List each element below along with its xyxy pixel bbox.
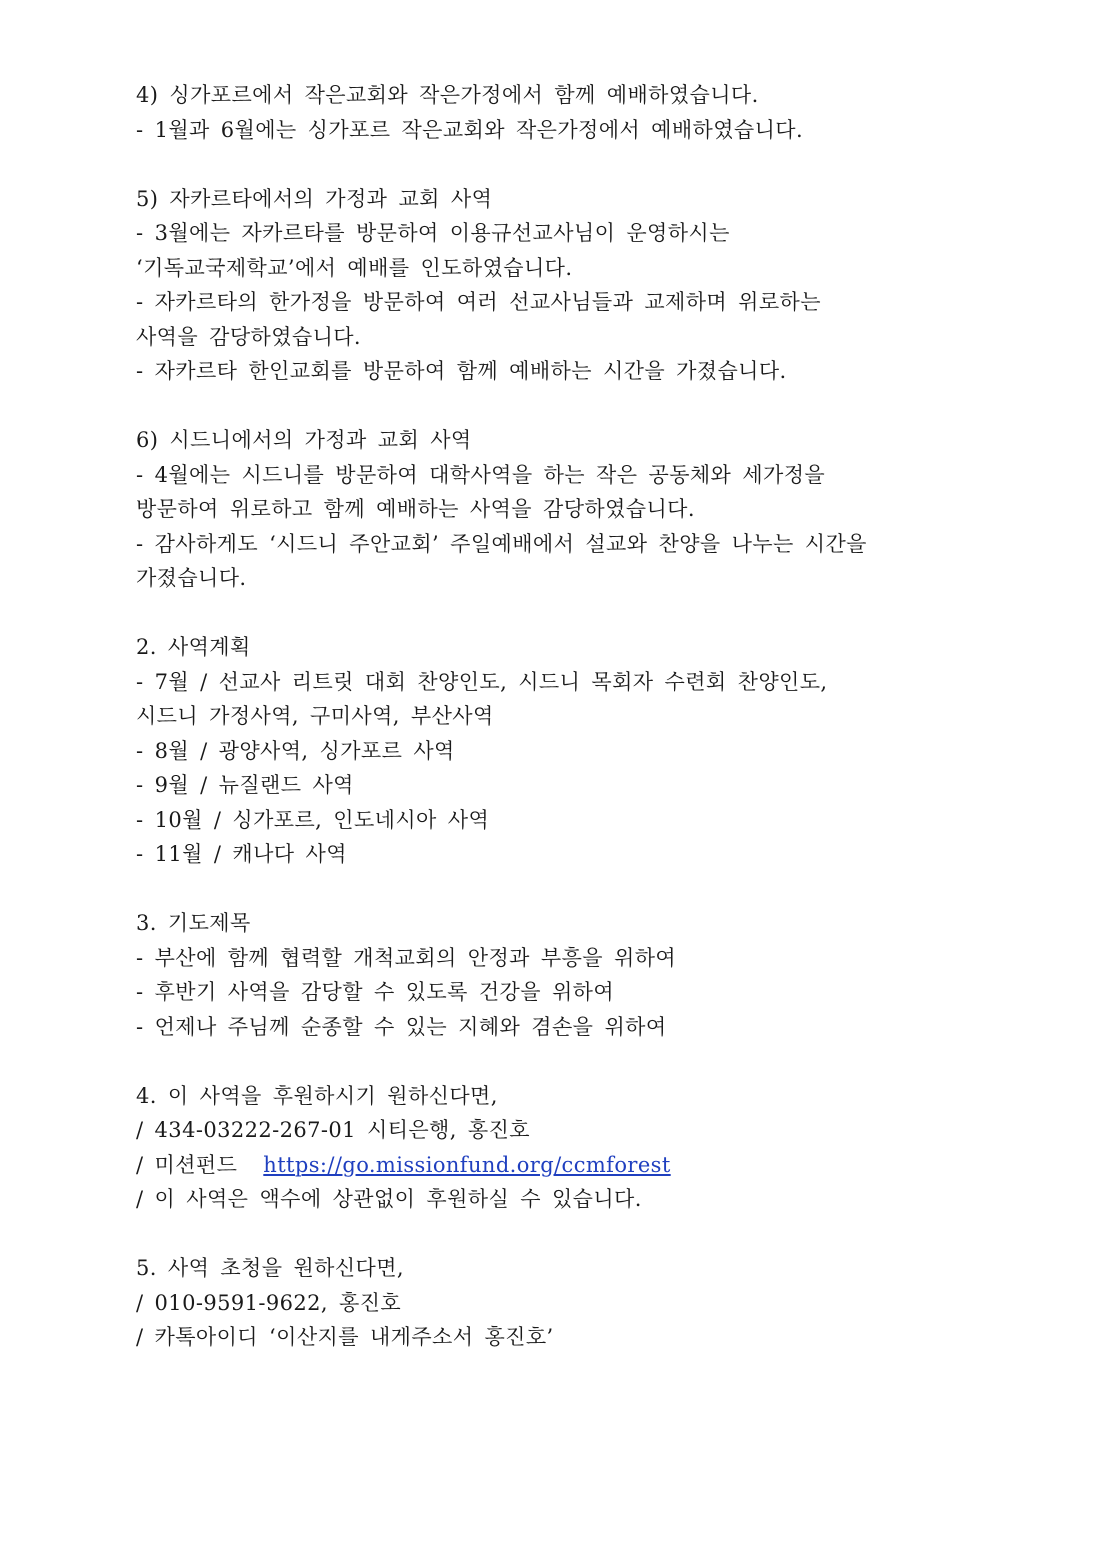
prayer-heading: 3. 기도제목: [136, 911, 251, 935]
section-gap: [136, 596, 956, 631]
invite-phone: / 010-9591-9622, 홍진호: [136, 1290, 402, 1315]
invite-heading: 5. 사역 초청을 원하신다면,: [136, 1256, 404, 1280]
support-note: / 이 사역은 액수에 상관없이 후원하실 수 있습니다.: [136, 1187, 642, 1211]
sydney-line-3: - 감사하게도 ‘시드니 주안교회’ 주일예배에서 설교와 찬양을 나누는 시간을: [136, 531, 867, 556]
jakarta-line-1: - 3월에는 자카르타를 방문하여 이용규선교사님이 운영하시는: [136, 221, 730, 245]
plan-line-4: - 9월 / 뉴질랜드 사역: [136, 773, 354, 797]
plan-line-5: - 10월 / 싱가포르, 인도네시아 사역: [136, 807, 490, 832]
support-heading: 4. 이 사역을 후원하시기 원하신다면,: [136, 1083, 498, 1108]
section-gap: [136, 147, 956, 182]
prayer-line-2: - 후반기 사역을 감당할 수 있도록 건강을 위하여: [136, 980, 615, 1004]
jakarta-heading: 5) 자카르타에서의 가정과 교회 사역: [136, 186, 493, 211]
section-gap: [136, 1044, 956, 1079]
plan-line-2: 시드니 가정사역, 구미사역, 부산사역: [136, 704, 494, 728]
missionfund-label: / 미션펀드: [136, 1152, 238, 1177]
jakarta-line-4: 사역을 감당하였습니다.: [136, 324, 362, 349]
support-bank-account: / 434-03222-267-01 시티은행, 홍진호: [136, 1118, 530, 1142]
missionfund-link[interactable]: https://go.missionfund.org/ccmforest: [263, 1152, 671, 1177]
section-gap: [136, 389, 956, 424]
sydney-line-4: 가졌습니다.: [136, 566, 247, 590]
plan-line-3: - 8월 / 광양사역, 싱가포르 사역: [136, 738, 455, 763]
jakarta-line-5: - 자카르타 한인교회를 방문하여 함께 예배하는 시간을 가졌습니다.: [136, 359, 787, 383]
plan-line-6: - 11월 / 캐나다 사역: [136, 842, 347, 866]
sydney-heading: 6) 시드니에서의 가정과 교회 사역: [136, 428, 472, 452]
sydney-line-2: 방문하여 위로하고 함께 예배하는 사역을 감당하였습니다.: [136, 497, 695, 521]
singapore-heading: 4) 싱가포르에서 작은교회와 작은가정에서 함께 예배하였습니다.: [136, 83, 759, 107]
jakarta-line-3: - 자카르타의 한가정을 방문하여 여러 선교사님들과 교제하며 위로하는: [136, 290, 821, 314]
invite-kakao-id: / 카톡아이디 ‘이산지를 내게주소서 홍진호’: [136, 1325, 554, 1349]
prayer-line-1: - 부산에 함께 협력할 개척교회의 안정과 부흥을 위하여: [136, 945, 677, 970]
prayer-line-3: - 언제나 주님께 순종할 수 있는 지혜와 겸손을 위하여: [136, 1014, 667, 1039]
document-body: [136, 78, 956, 1355]
plan-line-1: - 7월 / 선교사 리트릿 대회 찬양인도, 시드니 목회자 수련회 찬양인도,: [136, 669, 828, 694]
jakarta-line-2: ‘기독교국제학교’에서 예배를 인도하였습니다.: [136, 255, 573, 280]
section-gap: [136, 872, 956, 907]
singapore-line-1: - 1월과 6월에는 싱가포르 작은교회와 작은가정에서 예배하였습니다.: [136, 117, 804, 142]
section-gap: [136, 1217, 956, 1252]
plan-heading: 2. 사역계획: [136, 635, 251, 659]
sydney-line-1: - 4월에는 시드니를 방문하여 대학사역을 하는 작은 공동체와 세가정을: [136, 462, 826, 487]
support-missionfund: [136, 1148, 956, 1183]
